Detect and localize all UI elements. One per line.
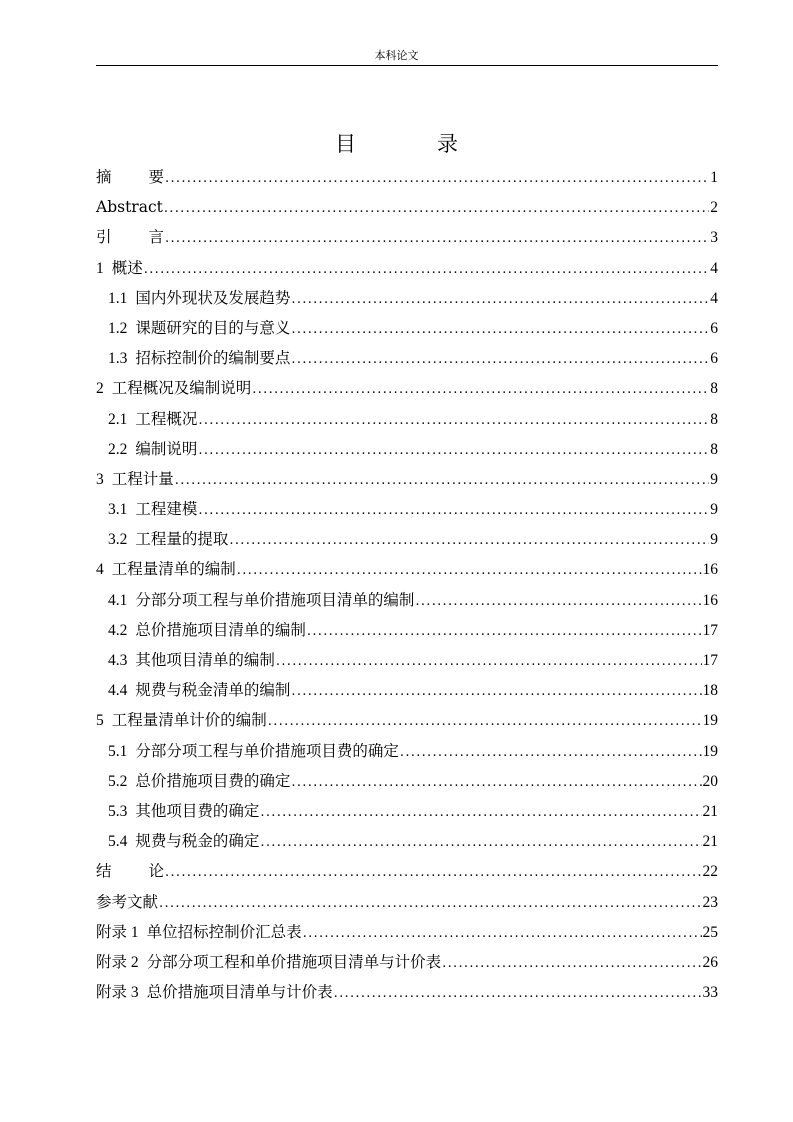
toc-entry-number: 3.2: [108, 531, 128, 549]
toc-entry-text: 工程量清单的编制: [111, 560, 236, 579]
toc-entry[interactable]: [96, 404, 718, 434]
toc-entry[interactable]: [96, 856, 718, 886]
toc-entry-page: 18: [702, 682, 718, 700]
toc-entry-label: [108, 675, 290, 706]
toc-entry-page: 23: [702, 893, 718, 911]
toc-dot-leader: [237, 556, 702, 586]
toc-dot-leader: [276, 647, 702, 677]
toc-entry-label: [108, 283, 290, 314]
toc-entry-label-last: 要: [148, 168, 165, 186]
toc-entry-page: 33: [702, 984, 718, 1002]
toc-entry-text: 总价措施项目清单与计价表: [146, 983, 333, 1002]
toc-dot-leader: [144, 255, 709, 285]
toc-entry-text: Abstract: [96, 198, 163, 217]
toc-entry-label-last: 言: [148, 228, 165, 247]
toc-dot-leader: [415, 587, 701, 617]
toc-entry-label: [96, 222, 164, 252]
toc-dot-leader: [252, 375, 709, 405]
toc-entry-number: 1.1: [108, 289, 128, 307]
toc-entry-label: [96, 554, 236, 585]
toc-entry-number: 1.2: [108, 319, 128, 337]
toc-entry-page: 17: [702, 652, 718, 669]
toc-entry-label: [108, 434, 197, 465]
toc-entry-number: 4.1: [108, 591, 128, 609]
toc-entry-label: [108, 343, 290, 374]
toc-entry[interactable]: [96, 434, 718, 464]
toc-entry-label: [96, 917, 302, 948]
toc-entry-text: 工程建模: [135, 500, 198, 519]
toc-entry-number: 4.2: [108, 621, 128, 639]
toc-entry-text: 规费与税金的确定: [135, 832, 260, 851]
toc-entry-label-last: 论: [148, 862, 165, 881]
toc-entry-number: 5.2: [108, 772, 128, 790]
toc-entry-page: 22: [702, 863, 718, 881]
toc-entry[interactable]: [96, 947, 718, 977]
toc-entry[interactable]: [96, 645, 718, 675]
toc-entry-label: [96, 856, 164, 886]
toc-entry-text: 规费与税金清单的编制: [135, 681, 291, 700]
toc-entry-label: [108, 524, 228, 555]
running-header: 本科论文: [374, 49, 419, 62]
toc-dot-leader: [303, 919, 702, 949]
toc-entry-number: 5: [96, 712, 104, 730]
toc-entry-page: 8: [710, 380, 718, 398]
toc-entry-number: 5.4: [108, 833, 128, 851]
toc-entry-label: [108, 494, 197, 525]
toc-entry-page: 9: [710, 531, 718, 549]
toc-entry-number: 4.4: [108, 682, 128, 700]
toc-entry-text: 工程量清单计价的编制: [111, 711, 267, 730]
toc-dot-leader: [165, 858, 701, 888]
toc-entry-label-first: 结: [96, 862, 149, 881]
toc-entry-number: 4.3: [108, 652, 128, 669]
toc-entry-page: 4: [710, 259, 718, 277]
toc-dot-leader: [260, 798, 701, 828]
toc-entry[interactable]: [96, 736, 718, 766]
toc-dot-leader: [442, 949, 701, 979]
toc-entry-label-first: 摘: [96, 168, 149, 186]
toc-entry-number: 3: [96, 470, 104, 488]
toc-entry-number: 1: [96, 259, 104, 277]
toc-entry-label: [108, 736, 399, 767]
toc-entry-page: 19: [702, 712, 718, 730]
toc-entry[interactable]: [96, 615, 718, 645]
header-rule: [96, 65, 718, 66]
toc-entry-number: 附录 3: [96, 984, 139, 1002]
toc-entry[interactable]: [96, 796, 718, 826]
toc-dot-leader: [260, 828, 701, 858]
toc-entry-number: 2.2: [108, 440, 128, 458]
toc-entry-label: [108, 796, 259, 827]
toc-dot-leader: [291, 285, 709, 315]
toc-entry-page: 16: [702, 561, 718, 579]
toc-entry-label: [96, 977, 333, 1008]
toc-entry-page: 2: [710, 199, 718, 217]
toc-entry[interactable]: [96, 222, 718, 252]
toc-entry[interactable]: [96, 766, 718, 796]
toc-entry-number: 3.1: [108, 501, 128, 519]
toc-dot-leader: [229, 526, 709, 556]
toc-entry[interactable]: [96, 887, 718, 917]
toc-list: [96, 162, 718, 1007]
toc-entry-number: 1.3: [108, 350, 128, 368]
toc-dot-leader: [307, 617, 702, 647]
toc-entry-text: 国内外现状及发展趋势: [135, 288, 291, 307]
toc-entry-page: 26: [702, 953, 718, 971]
toc-entry-text: 其他项目清单的编制: [135, 651, 275, 669]
toc-entry-text: 课题研究的目的与意义: [135, 318, 291, 337]
toc-entry-text: 分部分项工程和单价措施项目清单与计价表: [146, 952, 442, 971]
toc-entry-page: 8: [710, 440, 718, 458]
toc-entry-number: 4: [96, 561, 104, 579]
toc-entry-label: [96, 705, 267, 736]
toc-entry-page: 21: [702, 802, 718, 820]
toc-entry-page: 9: [710, 470, 718, 488]
toc-entry-page: 8: [710, 410, 718, 428]
toc-dot-leader: [400, 738, 702, 768]
toc-entry-number: 5.1: [108, 742, 128, 760]
toc-entry-text: 招标控制价的编制要点: [135, 349, 291, 368]
toc-dot-leader: [291, 315, 709, 345]
toc-entry[interactable]: [96, 917, 718, 947]
toc-entry-page: 9: [710, 501, 718, 519]
toc-entry-number: 5.3: [108, 802, 128, 820]
toc-entry-label: [96, 192, 163, 222]
toc-entry-page: 6: [710, 319, 718, 337]
toc-entry[interactable]: [96, 464, 718, 494]
toc-dot-leader: [198, 496, 709, 526]
toc-dot-leader: [198, 406, 709, 436]
toc-entry-number: 附录 2: [96, 953, 139, 971]
toc-entry[interactable]: [96, 554, 718, 584]
toc-entry-page: 6: [710, 350, 718, 368]
toc-entry[interactable]: [96, 675, 718, 705]
toc-entry-text: 概述: [111, 258, 143, 277]
toc-entry-label: [108, 615, 306, 646]
toc-entry-label: [108, 313, 290, 344]
toc-dot-leader: [334, 979, 702, 1009]
toc-entry[interactable]: [96, 162, 718, 192]
toc-entry-text: 总价措施项目费的确定: [135, 771, 291, 790]
toc-dot-leader: [165, 164, 709, 194]
toc-entry[interactable]: [96, 585, 718, 615]
toc-entry-label: [108, 404, 197, 435]
toc-entry-page: 3: [710, 229, 718, 247]
toc-title: 目 录: [335, 132, 488, 156]
toc-dot-leader: [159, 889, 701, 919]
toc-entry-label: [96, 947, 441, 978]
toc-entry-label: [96, 373, 251, 404]
toc-entry-text: 分部分项工程与单价措施项目清单的编制: [135, 590, 415, 609]
toc-entry-text: 工程计量: [111, 469, 174, 488]
toc-entry-text: 参考文献: [96, 892, 159, 911]
toc-entry-label: [108, 826, 259, 857]
toc-entry-text: 单位招标控制价汇总表: [146, 922, 302, 941]
toc-entry-text: 工程概况及编制说明: [111, 379, 252, 398]
toc-entry-page: 21: [702, 833, 718, 851]
toc-entry-page: 20: [702, 772, 718, 790]
toc-entry-text: 其他项目费的确定: [135, 801, 260, 820]
toc-entry[interactable]: [96, 343, 718, 373]
toc-entry[interactable]: [96, 253, 718, 283]
toc-dot-leader: [198, 436, 709, 466]
toc-entry-page: 25: [702, 923, 718, 941]
toc-dot-leader: [164, 194, 709, 224]
toc-entry-text: 分部分项工程与单价措施项目费的确定: [135, 741, 399, 760]
toc-entry[interactable]: [96, 977, 718, 1007]
toc-entry-label: [96, 253, 143, 284]
toc-entry[interactable]: [96, 705, 718, 735]
toc-entry-page: 17: [702, 621, 718, 639]
toc-entry-number: 附录 1: [96, 923, 139, 941]
toc-entry-number: 2: [96, 380, 104, 398]
toc-dot-leader: [291, 768, 701, 798]
toc-entry-label: [96, 887, 158, 917]
toc-entry-text: 工程量的提取: [135, 530, 229, 549]
toc-entry-label: [108, 766, 290, 797]
toc-entry-label-first: 引: [96, 228, 149, 247]
toc-dot-leader: [291, 677, 701, 707]
toc-entry-label: [96, 162, 164, 192]
toc-dot-leader: [175, 466, 709, 496]
toc-entry[interactable]: [96, 494, 718, 524]
toc-entry[interactable]: [96, 524, 718, 554]
toc-entry[interactable]: [96, 826, 718, 856]
toc-entry-text: 编制说明: [135, 439, 198, 458]
toc-entry-page: 19: [702, 742, 718, 760]
toc-dot-leader: [268, 707, 702, 737]
toc-dot-leader: [165, 224, 709, 254]
toc-entry[interactable]: [96, 192, 718, 222]
toc-entry-page: 16: [702, 591, 718, 609]
toc-dot-leader: [291, 345, 709, 375]
toc-entry-text: 工程概况: [135, 409, 198, 428]
toc-entry-number: 2.1: [108, 410, 128, 428]
toc-entry-label: [96, 464, 174, 495]
toc-entry[interactable]: [96, 283, 718, 313]
toc-entry-page: 4: [710, 289, 718, 307]
toc-entry[interactable]: [96, 373, 718, 403]
toc-entry[interactable]: [96, 313, 718, 343]
toc-entry-text: 总价措施项目清单的编制: [135, 620, 306, 639]
toc-entry-page: 1: [710, 169, 718, 186]
toc-entry-label: [108, 585, 414, 616]
toc-entry-label: [108, 645, 275, 676]
